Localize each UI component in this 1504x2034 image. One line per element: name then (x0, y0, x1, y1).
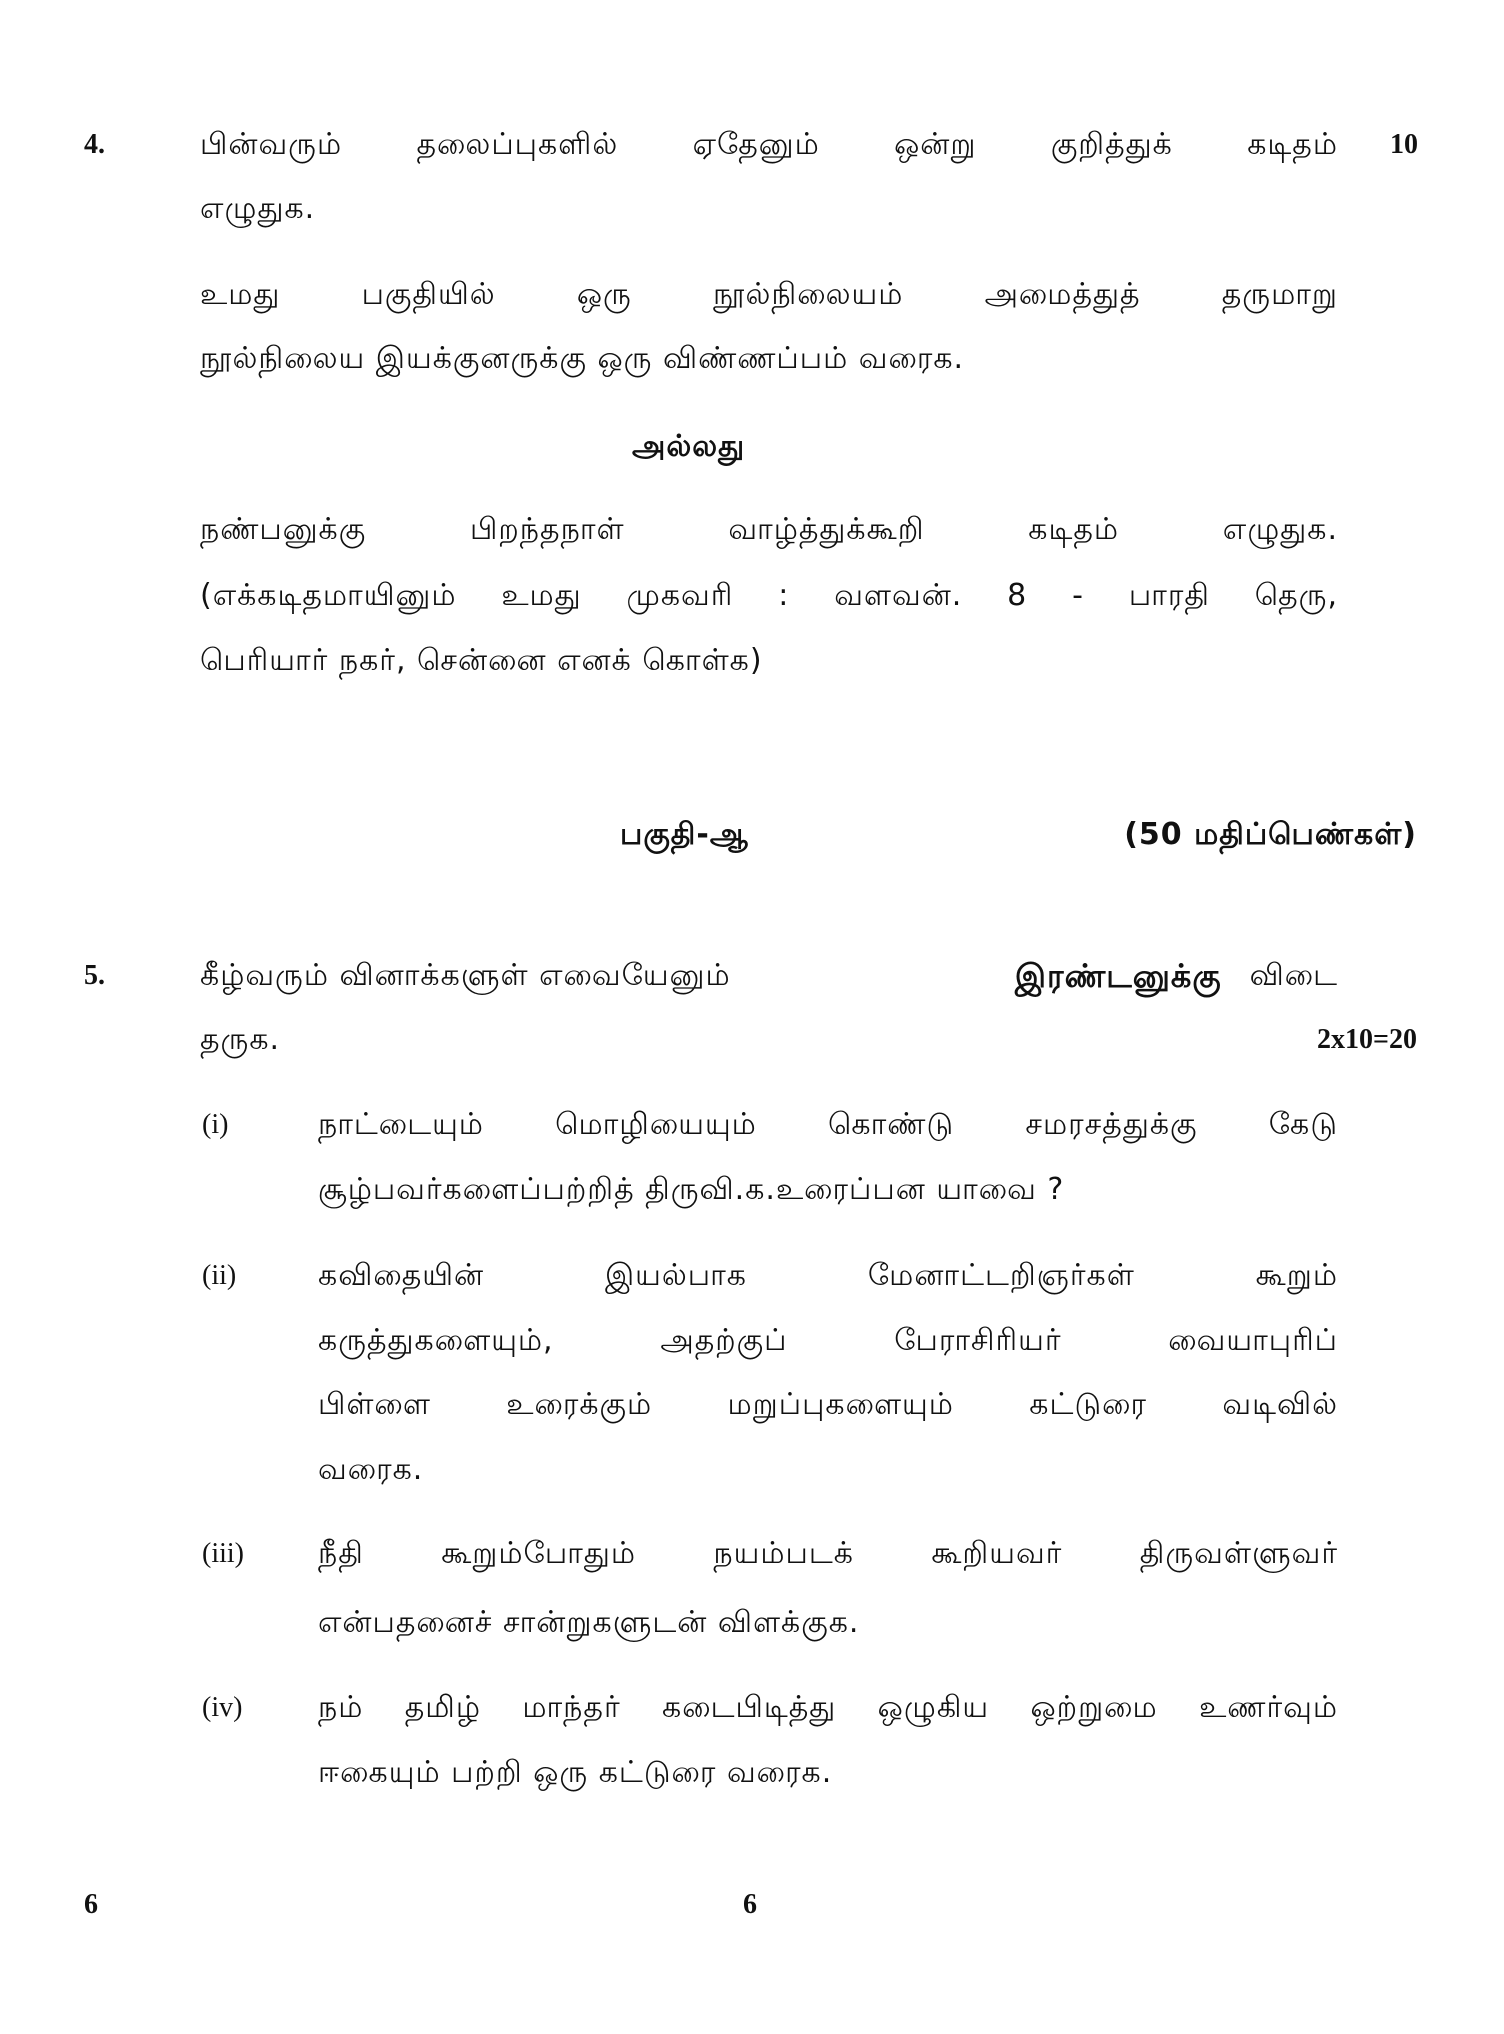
question-5-number: 5. (84, 960, 105, 991)
item-iii-line-2: என்பதனைச் சான்றுகளுடன் விளக்குக. (318, 1605, 860, 1640)
item-ii-line-2: கருத்துகளையும், அதற்குப் பேராசிரியர் வையாபுரிப் (318, 1323, 1338, 1358)
question-4-number: 4. (84, 129, 105, 160)
question-5-prompt-text: கீழ்வரும் வினாக்களுள் எவையேனும் (200, 958, 731, 993)
item-ii-line-4: வரைக. (318, 1452, 424, 1487)
item-i-line-1: நாட்டையும் மொழியையும் கொண்டு சமரசத்துக்கு கேடு (318, 1107, 1338, 1142)
question-5-prompt-emphasis: இரண்டனுக்கு (1014, 957, 1222, 995)
or-separator: அல்லது (632, 429, 746, 464)
item-ii-label: (ii) (202, 1260, 237, 1291)
question-4-option-1-line-1: உமது பகுதியில் ஒரு நூல்நிலையம் அமைத்துத் தருமாறு (200, 277, 1338, 312)
item-iii-line-1: நீதி கூறும்போதும் நயம்படக் கூறியவர் திருவள்ளுவர் (318, 1536, 1338, 1571)
item-iv-label: (iv) (202, 1692, 243, 1723)
question-4-marks: 10 (1390, 129, 1418, 160)
item-ii-line-1: கவிதையின் இயல்பாக மேனாட்டறிஞர்கள் கூறும் (318, 1258, 1338, 1293)
question-4-prompt-line-2: எழுதுக. (200, 191, 316, 226)
question-5-prompt-tail: விடை (1249, 958, 1338, 993)
question-5-marks: 2x10=20 (1317, 1024, 1417, 1055)
question-4-option-2-line-1: நண்பனுக்கு பிறந்தநாள் வாழ்த்துக்கூறி கடிதம் எழுதுக. (200, 512, 1338, 547)
footer-page-number-center: 6 (743, 1889, 757, 1920)
item-ii-line-3: பிள்ளை உரைக்கும் மறுப்புகளையும் கட்டுரை வடிவில் (318, 1387, 1338, 1422)
item-iv-line-1: நம் தமிழ் மாந்தர் கடைபிடித்து ஒழுகிய ஒற்றுமை உணர்வும் (318, 1690, 1338, 1725)
item-i-label: (i) (202, 1109, 229, 1140)
question-4-prompt-line-1: பின்வரும் தலைப்புகளில் ஏதேனும் ஒன்று குறித்துக் கடிதம் (200, 127, 1338, 162)
question-5-prompt-line-1 (200, 956, 1338, 996)
item-i-line-2: சூழ்பவர்களைப்பற்றித் திருவி.க.உரைப்பன யாவை ? (318, 1172, 1065, 1207)
question-4-option-2-line-2: (எக்கடிதமாயினும் உமது முகவரி : வளவன். 8 - பாரதி தெரு, (200, 578, 1338, 613)
section-marks: (50 மதிப்பெண்கள்) (1124, 817, 1417, 852)
question-4-option-1-line-2: நூல்நிலைய இயக்குனருக்கு ஒரு விண்ணப்பம் வரைக. (200, 341, 965, 376)
footer-page-number-left: 6 (84, 1889, 98, 1920)
question-5-prompt-line-2: தருக. (200, 1022, 281, 1057)
item-iii-label: (iii) (202, 1538, 244, 1569)
question-4-option-2-line-3: பெரியார் நகர், சென்னை எனக் கொள்க) (200, 643, 763, 678)
item-iv-line-2: ஈகையும் பற்றி ஒரு கட்டுரை வரைக. (318, 1755, 833, 1790)
section-title: பகுதி-ஆ (620, 817, 749, 852)
